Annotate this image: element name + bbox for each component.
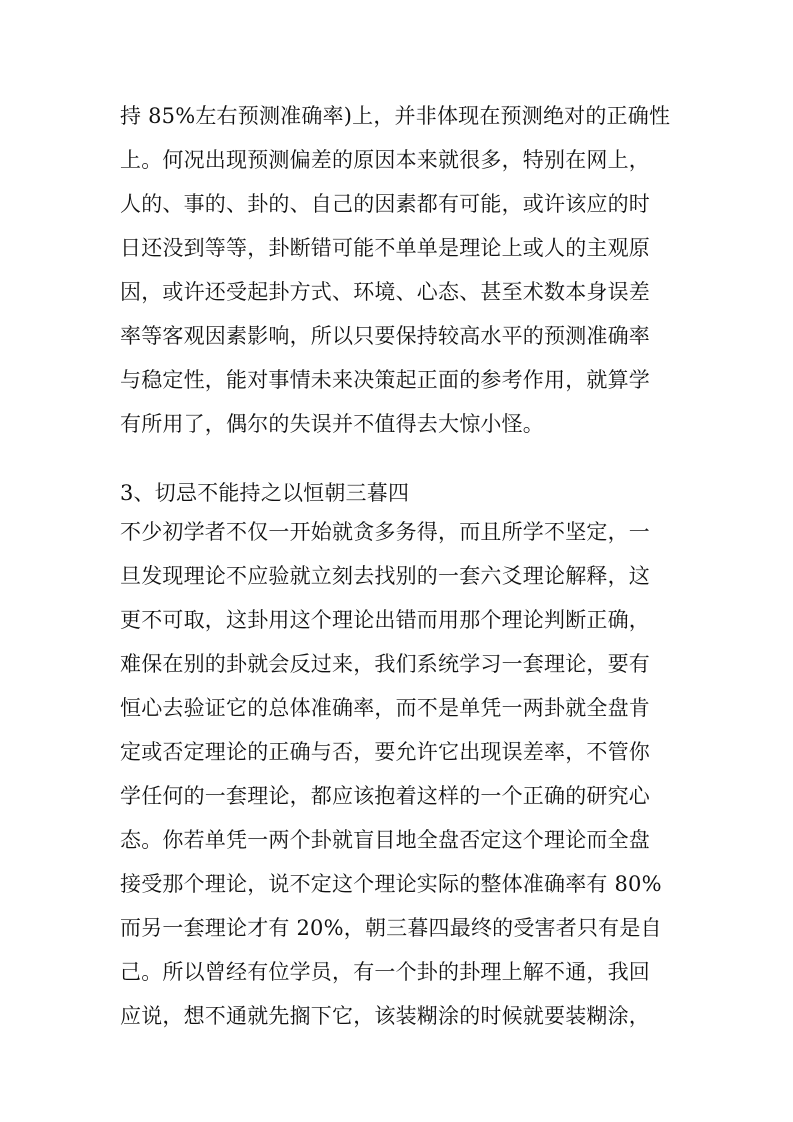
text-line: 接受那个理论，说不定这个理论实际的整体准确率有 80% [120, 872, 662, 896]
text-line: 不少初学者不仅一开始就贪多务得，而且所学不坚定，一 [120, 520, 650, 544]
text-line: 应说，想不通就先搁下它，该装糊涂的时候就要装糊涂， [120, 1004, 650, 1028]
text-line: 态。你若单凭一两个卦就盲目地全盘否定这个理论而全盘 [120, 828, 650, 852]
text-line: 定或否定理论的正确与否，要允许它出现误差率，不管你 [120, 740, 650, 764]
text-line: 上。何况出现预测偏差的原因本来就很多，特别在网上， [120, 148, 650, 172]
text-line: 有所用了，偶尔的失误并不值得去大惊小怪。 [120, 412, 544, 436]
text-line: 与稳定性，能对事情未来决策起正面的参考作用，就算学 [120, 368, 650, 392]
text-line: 率等客观因素影响，所以只要保持较高水平的预测准确率 [120, 324, 650, 348]
text-line: 旦发现理论不应验就立刻去找别的一套六爻理论解释，这 [120, 564, 650, 588]
text-line: 恒心去验证它的总体准确率，而不是单凭一两卦就全盘肯 [120, 696, 650, 720]
text-line: 己。所以曾经有位学员，有一个卦的卦理上解不通，我回 [120, 960, 650, 984]
text-line: 持 85%左右预测准确率)上，并非体现在预测绝对的正确性 [120, 104, 671, 128]
text-line: 因，或许还受起卦方式、环境、心态、甚至术数本身误差 [120, 280, 650, 304]
text-line: 难保在别的卦就会反过来，我们系统学习一套理论，要有 [120, 652, 650, 676]
text-line: 学任何的一套理论，都应该抱着这样的一个正确的研究心 [120, 784, 650, 808]
text-line: 人的、事的、卦的、自己的因素都有可能，或许该应的时 [120, 192, 650, 216]
text-line: 更不可取，这卦用这个理论出错而用那个理论判断正确， [120, 608, 650, 632]
section-heading: 3、切忌不能持之以恒朝三暮四 [120, 481, 410, 505]
text-line: 日还没到等等，卦断错可能不单单是理论上或人的主观原 [120, 236, 650, 260]
text-line: 而另一套理论才有 20%，朝三暮四最终的受害者只有是自 [120, 916, 662, 940]
